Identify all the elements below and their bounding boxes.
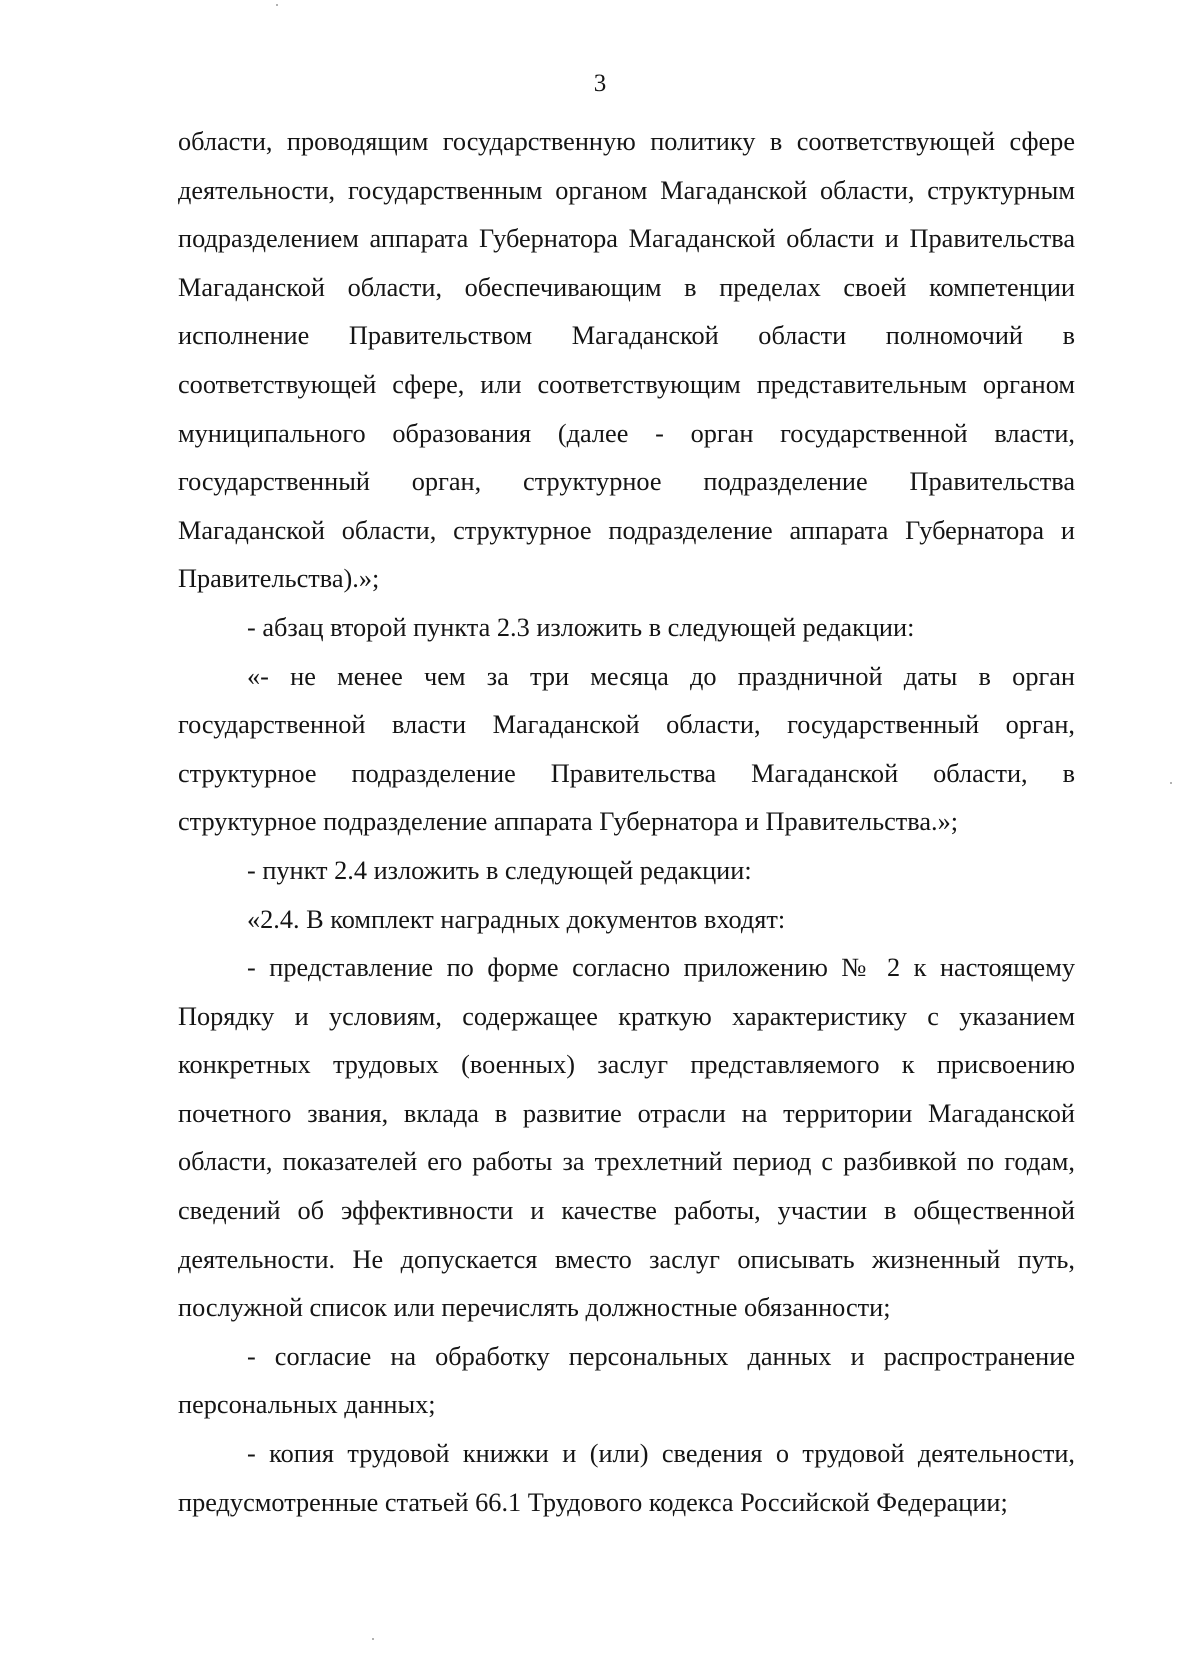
page-number: 3 bbox=[593, 70, 607, 97]
document-body bbox=[178, 118, 1075, 1527]
paragraph: области, проводящим государственную политику в соответствующей сфере деятельности, государственным органом Магаданской области, структурным подразделением аппарата Губернатора Магаданской области и Правительства Магаданской области, обеспечивающим в пределах своей компетенции исполнение Правительством Магаданской области полномочий в соответствующей сфере, или соответствующим представительным органом муниципального образования (далее - орган государственной власти, государственный орган, структурное подразделение Правительства Магаданской области, структурное подразделение аппарата Губернатора и Правительства).»; bbox=[178, 127, 1075, 594]
paragraph: «- не менее чем за три месяца до праздничной даты в орган государственной власти Магаданской области, государственный орган, структурное подразделение Правительства Магаданской области, в структурное подразделение аппарата Губернатора и Правительства.»; bbox=[178, 661, 1075, 837]
paragraph: - копия трудовой книжки и (или) сведения о трудовой деятельности, предусмотренные статьей 66.1 Трудового кодекса Российской Федерации; bbox=[178, 1439, 1075, 1517]
paragraph: «2.4. В комплект наградных документов входят: bbox=[247, 904, 786, 934]
paragraph: - пункт 2.4 изложить в следующей редакции: bbox=[247, 855, 752, 885]
scan-speck bbox=[372, 1638, 374, 1640]
paragraph: - согласие на обработку персональных данных и распространение персональных данных; bbox=[178, 1341, 1075, 1420]
scan-speck bbox=[276, 4, 278, 6]
paragraph: - абзац второй пункта 2.3 изложить в следующей редакции: bbox=[247, 612, 915, 642]
paragraph: - представление по форме согласно приложению № 2 к настоящему Порядку и условиям, содержащее краткую характеристику с указанием конкретных трудовых (военных) заслуг представляемого к присвоению почетного звания, вклада в развитие отрасли на территории Магаданской области, показателей его работы за трехлетний период с разбивкой по годам, сведений об эффективности и качестве работы, участии в общественной деятельности. Не допускается вместо заслуг описывать жизненный путь, послужной список или перечислять должностные обязанности; bbox=[178, 953, 1075, 1323]
scan-speck bbox=[1170, 782, 1172, 784]
